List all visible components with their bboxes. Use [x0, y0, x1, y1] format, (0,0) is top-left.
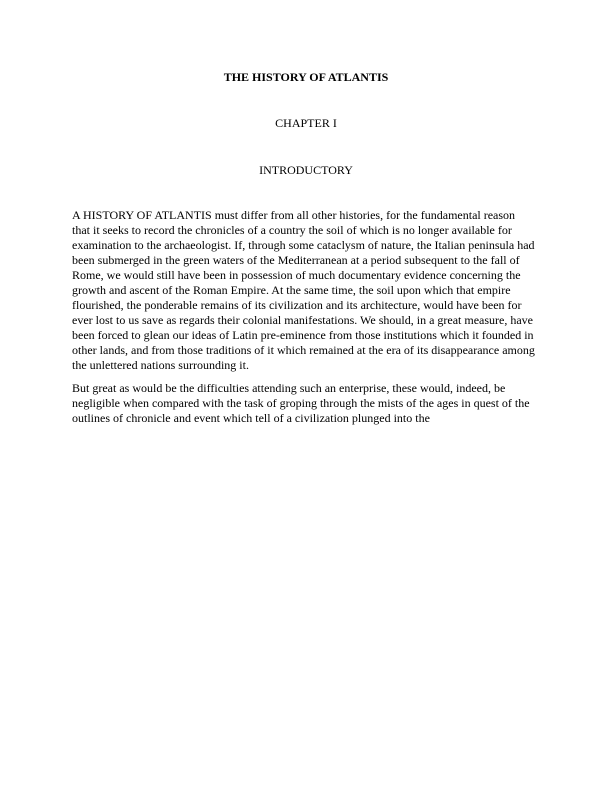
text-line: growth and ascent of the Roman Empire. At the same time, the soil upon which that empire	[72, 283, 511, 297]
text-line: examination to the archaeologist. If, through some cataclysm of nature, the Italian peninsula had	[72, 238, 535, 252]
paragraph-2	[72, 381, 552, 426]
text-line: the unlettered nations surrounding it.	[72, 358, 249, 372]
text-line: ever lost to us save as regards their colonial manifestations. We should, in a great measure, have	[72, 313, 534, 327]
text-line: But great as would be the difficulties attending such an enterprise, these would, indeed, be	[72, 381, 506, 395]
text-line: flourished, the ponderable remains of its civilization and its architecture, would have been for	[72, 298, 522, 312]
document-title: THE HISTORY OF ATLANTIS	[223, 70, 389, 84]
text-line: been forced to glean our ideas of Latin pre-eminence from those institutions which it founded in	[72, 328, 534, 342]
text-line: other lands, and from those traditions of it which remained at the era of its disappearance among	[72, 343, 535, 357]
paragraph-1	[72, 208, 552, 373]
text-line: A HISTORY OF ATLANTIS must differ from all other histories, for the fundamental reason	[72, 208, 516, 222]
text-line: been submerged in the green waters of the Mediterranean at a period subsequent to the fall of	[72, 253, 520, 267]
section-heading: INTRODUCTORY	[259, 163, 353, 177]
text-line: Rome, we would still have been in possession of much documentary evidence concerning the	[72, 268, 521, 282]
chapter-heading: CHAPTER I	[275, 116, 337, 130]
text-line: negligible when compared with the task of groping through the mists of the ages in quest of the	[72, 396, 530, 410]
text-line: outlines of chronicle and event which tell of a civilization plunged into the	[72, 411, 430, 425]
text-line: that it seeks to record the chronicles of a country the soil of which is no longer available for	[72, 223, 512, 237]
